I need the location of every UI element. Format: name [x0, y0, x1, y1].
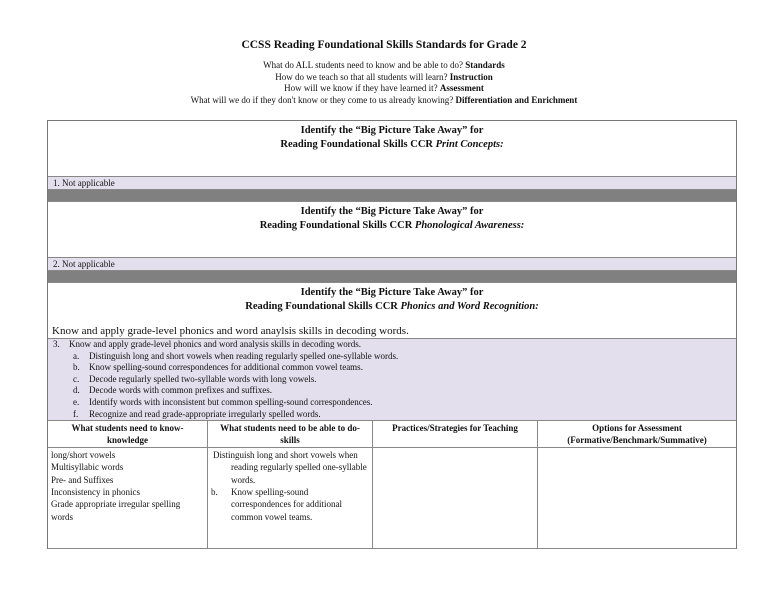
- standard-row: 1. Not applicable: [48, 177, 736, 190]
- list-item: b. Know spelling-sound correspondences for additional common vowel teams.: [73, 362, 363, 373]
- intro-line: How will we know if they have learned it? Assessment: [284, 83, 484, 93]
- practices-cell: [373, 448, 538, 548]
- standard-row: 2. Not applicable: [48, 258, 736, 271]
- list-item: e. Identify words with inconsistent but common spelling-sound correspondences.: [73, 396, 373, 407]
- section-header-phonological-awareness: Identify the “Big Picture Take Away” for Reading Foundational Skills CCR Phonological Awareness:: [48, 202, 736, 258]
- table-row: [48, 448, 736, 549]
- list-item: d. Decode words with common prefixes and suffixes.: [73, 385, 273, 396]
- separator-band: [48, 190, 736, 202]
- assessment-cell: [538, 448, 736, 548]
- intro-line: What do ALL students need to know and be able to do? Standards: [263, 60, 505, 70]
- separator-band: [48, 271, 736, 283]
- intro-questions: [0, 60, 768, 106]
- column-header-knowledge: What students need to know-knowledge: [48, 421, 208, 447]
- knowledge-cell: long/short vowels Multisyllabic words Pre- and Suffixes Inconsistency in phonics Grade appropriate irregular spelling words: [48, 448, 208, 548]
- section-header-print-concepts: Identify the “Big Picture Take Away” for Reading Foundational Skills CCR Print Concepts:: [48, 121, 736, 177]
- intro-line: How do we teach so that all students will learn? Instruction: [275, 71, 493, 82]
- know-apply-statement: Know and apply grade-level phonics and word anaylsis skills in decoding words.: [48, 325, 736, 339]
- document-title: CCSS Reading Foundational Skills Standards for Grade 2: [241, 39, 527, 51]
- column-header-skills: What students need to be able to do-skills: [208, 421, 373, 447]
- skills-cell: Distinguish long and short vowels when reading regularly spelled one-syllable words. b. Know spelling-sound correspondences for additional common vowel teams.: [208, 448, 373, 548]
- column-headers: [48, 421, 736, 448]
- standard-3-list: 3. Know and apply grade-level phonics and word analysis skills in decoding words. a. Distinguish long and short vowels when reading regularly spelled one-syllable words. b. Know spelling-sound correspondences for additional common vowel teams. c. Decode regularly spelled two-syllable words with long vowels. d. Decode words with common prefixes and suffixes. e. Identify words with inconsistent but common spelling-sound correspondences. f. Recognize and read grade-appropriate irregularly spelled words.: [48, 339, 736, 421]
- column-header-practices: Practices/Strategies for Teaching: [373, 421, 538, 447]
- intro-line: What will we do if they don't know or they come to us already knowing? Differentiation and Enrichment: [190, 94, 578, 105]
- list-item: f. Recognize and read grade-appropriate irregularly spelled words.: [73, 408, 321, 419]
- list-item: c. Decode regularly spelled two-syllable words with long vowels.: [73, 373, 317, 384]
- standards-table: [47, 120, 737, 549]
- list-item: a. Distinguish long and short vowels when reading regularly spelled one-syllable words.: [73, 350, 399, 361]
- section-header-phonics: Identify the “Big Picture Take Away” for Reading Foundational Skills CCR Phonics and Word Recognition:: [245, 287, 539, 312]
- column-header-assessment: Options for Assessment (Formative/Benchmark/Summative): [567, 423, 707, 446]
